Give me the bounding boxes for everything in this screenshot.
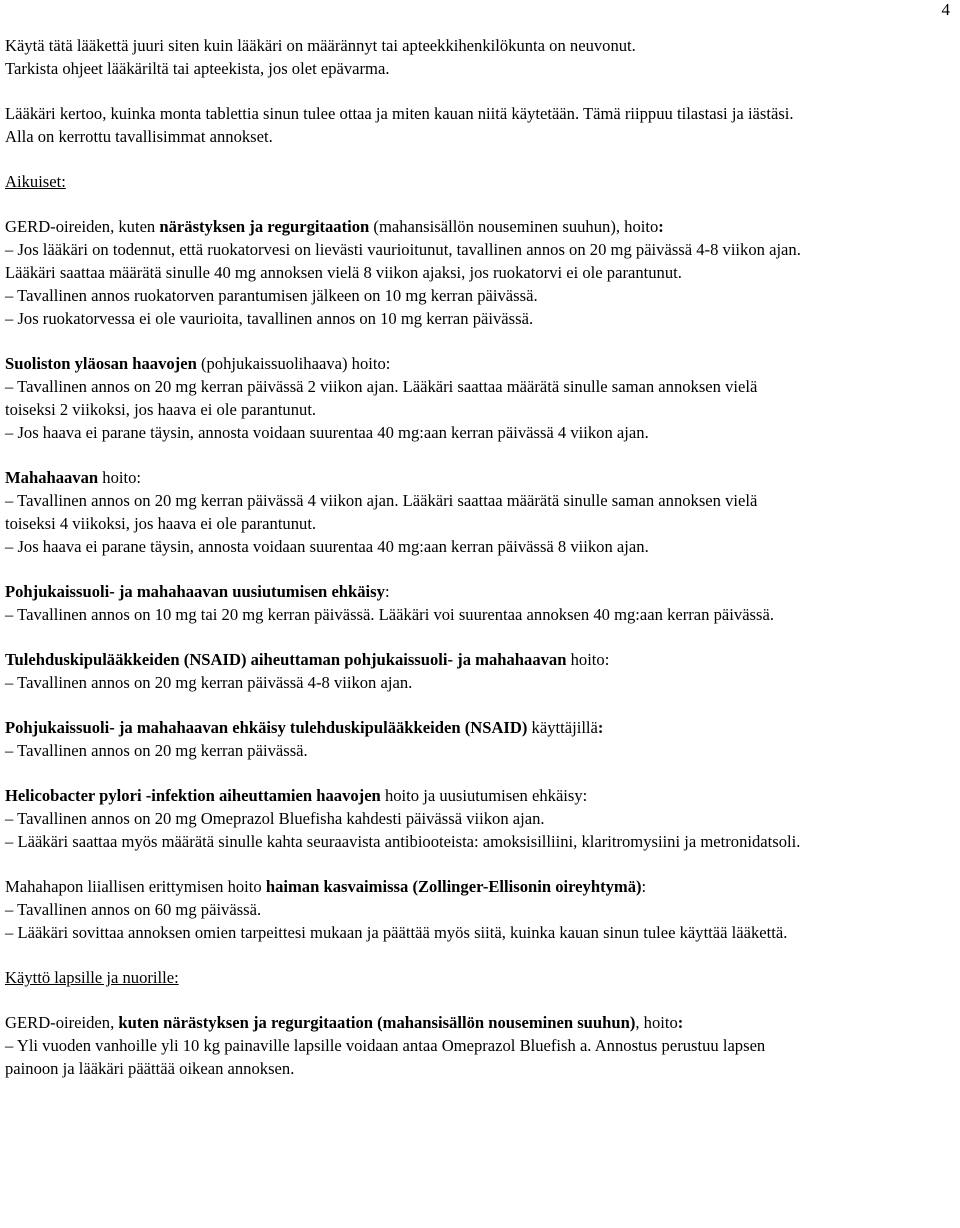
children-heading	[5, 966, 805, 989]
list-item: – Tavallinen annos on 20 mg Omeprazol Bluefisha kahdesti päivässä viikon ajan.	[5, 809, 545, 828]
nsaid-prevention-title	[5, 716, 805, 739]
nsaid-treatment-bold: Tulehduskipulääkkeiden (NSAID) aiheuttaman pohjukaissuoli- ja mahahaavan	[5, 650, 567, 669]
gerd-adults-title	[5, 215, 805, 238]
nsaid-treatment-suffix: hoito:	[566, 650, 610, 669]
recurrence-bold: Pohjukaissuoli- ja mahahaavan uusiutumisen ehkäisy	[5, 582, 385, 601]
zollinger-suffix: :	[641, 877, 647, 896]
zollinger-prefix: Mahahapon liiallisen erittymisen hoito	[5, 877, 266, 896]
intro-common-doses	[5, 125, 805, 148]
section-gerd-children	[5, 1011, 805, 1080]
list-item: – Tavallinen annos on 20 mg kerran päivässä 2 viikon ajan. Lääkäri saattaa määrätä sinulle saman annoksen vielä toiseksi 2 viikoksi, jos haava ei ole parantunut.	[5, 377, 758, 419]
gerd-children-colon: :	[677, 1013, 684, 1032]
helicobacter-title	[5, 784, 805, 807]
list-item: – Tavallinen annos on 60 mg päivässä.	[5, 900, 262, 919]
gerd-bold: närästyksen ja regurgitaation	[159, 217, 370, 236]
nsaid-treatment-title	[5, 648, 805, 671]
intro-instructions	[5, 34, 805, 80]
leaflet-content	[5, 34, 805, 1102]
adults-heading	[5, 170, 805, 193]
gerd-prefix: GERD-oireiden, kuten	[5, 217, 160, 236]
gerd-children-title	[5, 1011, 805, 1034]
list-item: – Tavallinen annos ruokatorven parantumisen jälkeen on 10 mg kerran päivässä.	[5, 286, 538, 305]
list-item: – Jos lääkäri on todennut, että ruokatorvesi on lievästi vaurioitunut, tavallinen annos on 20 mg päivässä 4-8 viikon ajan. Lääkäri saattaa määrätä sinulle 40 mg annoksen vielä 8 viikon ajaksi, jos ruokatorvi ei ole parantunut.	[5, 240, 801, 282]
list-item: – Tavallinen annos on 20 mg kerran päivässä 4 viikon ajan. Lääkäri saattaa määrätä sinulle saman annoksen vielä toiseksi 4 viikoksi, jos haava ei ole parantunut.	[5, 491, 758, 533]
recurrence-suffix: :	[384, 582, 390, 601]
section-gerd-adults	[5, 215, 805, 330]
gastric-bold: Mahahaavan	[5, 468, 99, 487]
gerd-children-suffix: , hoito	[635, 1013, 678, 1032]
gastric-title	[5, 466, 805, 489]
gerd-colon: :	[658, 217, 664, 236]
section-gastric-ulcer	[5, 466, 805, 558]
list-item: – Tavallinen annos on 10 mg tai 20 mg kerran päivässä. Lääkäri voi suurentaa annoksen 40 mg:aan kerran päivässä.	[5, 605, 774, 624]
list-item: – Jos haava ei parane täysin, annosta voidaan suurentaa 40 mg:aan kerran päivässä 4 viikon ajan.	[5, 423, 649, 442]
adults-heading-text: Aikuiset:	[5, 172, 66, 191]
list-item: – Jos haava ei parane täysin, annosta voidaan suurentaa 40 mg:aan kerran päivässä 8 viikon ajan.	[5, 537, 649, 556]
section-helicobacter	[5, 784, 805, 853]
children-heading-text: Käyttö lapsille ja nuorille:	[5, 968, 179, 987]
nsaid-prevention-colon: :	[597, 718, 604, 737]
intro-dosage-text: Lääkäri kertoo, kuinka monta tablettia sinun tulee ottaa ja miten kauan niitä käytetään. Tämä riippuu tilastasi ja iästäsi.	[5, 104, 794, 123]
section-duodenal-ulcer	[5, 352, 805, 444]
section-zollinger-ellison	[5, 875, 805, 944]
recurrence-title	[5, 580, 805, 603]
list-item: – Yli vuoden vanhoille yli 10 kg painaville lapsille voidaan antaa Omeprazol Bluefish a. Annostus perustuu lapsen painoon ja lääkäri päättää oikean annoksen.	[5, 1036, 766, 1078]
intro-line-2: Tarkista ohjeet lääkäriltä tai apteekista, jos olet epävarma.	[5, 59, 390, 78]
helicobacter-bold: Helicobacter pylori -infektion aiheuttamien haavojen	[5, 786, 381, 805]
page-number: 4	[941, 0, 950, 19]
list-item: – Lääkäri sovittaa annoksen omien tarpeittesi mukaan ja päättää myös siitä, kuinka kauan sinun tulee käyttää lääkettä.	[5, 923, 788, 942]
zollinger-title	[5, 875, 805, 898]
list-item: – Tavallinen annos on 20 mg kerran päivässä 4-8 viikon ajan.	[5, 673, 413, 692]
zollinger-bold: haiman kasvaimissa (Zollinger-Ellisonin oireyhtymä)	[265, 877, 642, 896]
gastric-suffix: hoito:	[98, 468, 142, 487]
intro-line-1: Käytä tätä lääkettä juuri siten kuin lääkäri on määrännyt tai apteekkihenkilökunta on neuvonut.	[5, 36, 636, 55]
intro-dosage-note	[5, 102, 805, 125]
section-nsaid-treatment	[5, 648, 805, 694]
list-item: – Jos ruokatorvessa ei ole vaurioita, tavallinen annos on 10 mg kerran päivässä.	[5, 309, 534, 328]
duodenal-bold: Suoliston yläosan haavojen	[5, 354, 197, 373]
nsaid-prevention-suffix: käyttäjillä	[527, 718, 598, 737]
duodenal-suffix: (pohjukaissuolihaava) hoito:	[196, 354, 391, 373]
gerd-children-prefix: GERD-oireiden,	[5, 1013, 119, 1032]
list-item: – Lääkäri saattaa myös määrätä sinulle kahta seuraavista antibiooteista: amoksisilliini, klaritromysiini ja metronidatsoli.	[5, 832, 801, 851]
section-nsaid-prevention	[5, 716, 805, 762]
helicobacter-suffix: hoito ja uusiutumisen ehkäisy:	[380, 786, 588, 805]
gerd-suffix: (mahansisällön nouseminen suuhun), hoito	[369, 217, 659, 236]
duodenal-title	[5, 352, 805, 375]
section-recurrence-prevention	[5, 580, 805, 626]
nsaid-prevention-bold: Pohjukaissuoli- ja mahahaavan ehkäisy tulehduskipulääkkeiden (NSAID)	[5, 718, 528, 737]
list-item: – Tavallinen annos on 20 mg kerran päivässä.	[5, 741, 308, 760]
gerd-children-bold: kuten närästyksen ja regurgitaation (mahansisällön nouseminen suuhun)	[118, 1013, 636, 1032]
intro-common-doses-text: Alla on kerrottu tavallisimmat annokset.	[5, 127, 273, 146]
